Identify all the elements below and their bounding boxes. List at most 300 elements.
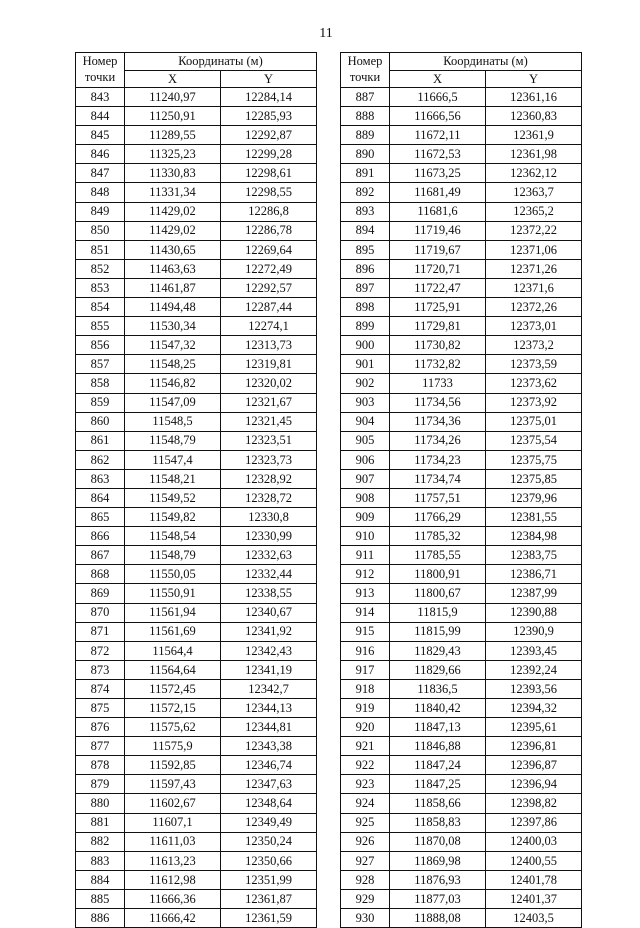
x-coordinate-cell: 11734,36: [390, 412, 486, 431]
point-number-cell: 865: [76, 508, 125, 527]
table-row: [341, 718, 582, 737]
x-coordinate-cell: 11719,67: [390, 240, 486, 259]
table-row: [341, 622, 582, 641]
point-number-cell: 912: [341, 565, 390, 584]
x-coordinate-cell: 11666,36: [125, 889, 221, 908]
point-number-cell: 908: [341, 488, 390, 507]
x-coordinate-cell: 11561,69: [125, 622, 221, 641]
x-coordinate-cell: 11575,9: [125, 737, 221, 756]
y-coordinate-cell: 12363,7: [486, 183, 582, 202]
y-coordinate-cell: 12298,55: [221, 183, 317, 202]
x-coordinate-cell: 11734,23: [390, 450, 486, 469]
y-coordinate-cell: 12371,6: [486, 278, 582, 297]
x-coordinate-cell: 11785,32: [390, 527, 486, 546]
table-row: [341, 775, 582, 794]
table-row: [341, 126, 582, 145]
x-coordinate-cell: 11720,71: [390, 259, 486, 278]
x-coordinate-cell: 11725,91: [390, 298, 486, 317]
point-number-cell: 901: [341, 355, 390, 374]
header-point-line1: Номер: [82, 54, 118, 69]
table-row: [76, 431, 317, 450]
x-coordinate-cell: 11815,9: [390, 603, 486, 622]
point-number-cell: 930: [341, 909, 390, 928]
y-coordinate-cell: 12313,73: [221, 336, 317, 355]
table-row: [76, 202, 317, 221]
x-coordinate-cell: 11876,93: [390, 870, 486, 889]
x-coordinate-cell: 11331,34: [125, 183, 221, 202]
point-number-cell: 910: [341, 527, 390, 546]
x-coordinate-cell: 11564,64: [125, 660, 221, 679]
y-coordinate-cell: 12350,66: [221, 851, 317, 870]
y-coordinate-cell: 12286,8: [221, 202, 317, 221]
point-number-cell: 886: [76, 909, 125, 928]
x-coordinate-cell: 11564,4: [125, 641, 221, 660]
point-number-cell: 914: [341, 603, 390, 622]
point-number-cell: 917: [341, 660, 390, 679]
y-coordinate-cell: 12346,74: [221, 756, 317, 775]
y-coordinate-cell: 12330,8: [221, 508, 317, 527]
point-number-cell: 923: [341, 775, 390, 794]
x-coordinate-cell: 11729,81: [390, 317, 486, 336]
point-number-cell: 904: [341, 412, 390, 431]
point-number-cell: 898: [341, 298, 390, 317]
table-row: [76, 679, 317, 698]
table-row: [341, 603, 582, 622]
table-body-right: [341, 88, 582, 928]
y-coordinate-cell: 12269,64: [221, 240, 317, 259]
table-row: [76, 565, 317, 584]
table-body-left: [76, 88, 317, 928]
point-number-cell: 911: [341, 546, 390, 565]
y-coordinate-cell: 12386,71: [486, 565, 582, 584]
y-coordinate-cell: 12292,87: [221, 126, 317, 145]
table-row: [341, 355, 582, 374]
point-number-cell: 846: [76, 145, 125, 164]
y-coordinate-cell: 12375,01: [486, 412, 582, 431]
table-row: [76, 603, 317, 622]
point-number-cell: 915: [341, 622, 390, 641]
table-row: [341, 527, 582, 546]
table-row: [76, 240, 317, 259]
table-row: [76, 374, 317, 393]
header-point-number: [76, 53, 125, 88]
table-row: [76, 584, 317, 603]
y-coordinate-cell: 12344,81: [221, 718, 317, 737]
table-row: [341, 679, 582, 698]
y-coordinate-cell: 12332,44: [221, 565, 317, 584]
x-coordinate-cell: 11325,23: [125, 145, 221, 164]
x-coordinate-cell: 11869,98: [390, 851, 486, 870]
y-coordinate-cell: 12401,37: [486, 889, 582, 908]
point-number-cell: 895: [341, 240, 390, 259]
table-row: [341, 832, 582, 851]
y-coordinate-cell: 12375,54: [486, 431, 582, 450]
point-number-cell: 892: [341, 183, 390, 202]
table-row: [76, 527, 317, 546]
y-coordinate-cell: 12379,96: [486, 488, 582, 507]
y-coordinate-cell: 12394,32: [486, 699, 582, 718]
table-row: [76, 88, 317, 107]
x-coordinate-cell: 11530,34: [125, 317, 221, 336]
y-coordinate-cell: 12319,81: [221, 355, 317, 374]
y-coordinate-cell: 12328,72: [221, 488, 317, 507]
point-number-cell: 877: [76, 737, 125, 756]
x-coordinate-cell: 11592,85: [125, 756, 221, 775]
y-coordinate-cell: 12387,99: [486, 584, 582, 603]
table-row: [341, 488, 582, 507]
table-row: [341, 851, 582, 870]
y-coordinate-cell: 12323,73: [221, 450, 317, 469]
table-row: [341, 450, 582, 469]
y-coordinate-cell: 12365,2: [486, 202, 582, 221]
table-row: [341, 298, 582, 317]
table-row: [341, 508, 582, 527]
point-number-cell: 873: [76, 660, 125, 679]
y-coordinate-cell: 12373,59: [486, 355, 582, 374]
table-row: [341, 469, 582, 488]
point-number-cell: 902: [341, 374, 390, 393]
table-row: [341, 909, 582, 928]
y-coordinate-cell: 12299,28: [221, 145, 317, 164]
y-coordinate-cell: 12375,85: [486, 469, 582, 488]
point-number-cell: 880: [76, 794, 125, 813]
point-number-cell: 900: [341, 336, 390, 355]
y-coordinate-cell: 12381,55: [486, 508, 582, 527]
point-number-cell: 897: [341, 278, 390, 297]
x-coordinate-cell: 11847,25: [390, 775, 486, 794]
y-coordinate-cell: 12361,98: [486, 145, 582, 164]
x-coordinate-cell: 11672,11: [390, 126, 486, 145]
point-number-cell: 851: [76, 240, 125, 259]
point-number-cell: 928: [341, 870, 390, 889]
table-row: [341, 278, 582, 297]
x-coordinate-cell: 11250,91: [125, 107, 221, 126]
x-coordinate-cell: 11858,66: [390, 794, 486, 813]
x-coordinate-cell: 11561,94: [125, 603, 221, 622]
y-coordinate-cell: 12344,13: [221, 699, 317, 718]
x-coordinate-cell: 11330,83: [125, 164, 221, 183]
table-row: [341, 641, 582, 660]
table-row: [76, 298, 317, 317]
point-number-cell: 929: [341, 889, 390, 908]
y-coordinate-cell: 12341,92: [221, 622, 317, 641]
table-row: [341, 88, 582, 107]
x-coordinate-cell: 11785,55: [390, 546, 486, 565]
x-coordinate-cell: 11847,24: [390, 756, 486, 775]
table-row: [341, 202, 582, 221]
header-point-line2: точки: [349, 70, 381, 84]
y-coordinate-cell: 12287,44: [221, 298, 317, 317]
y-coordinate-cell: 12401,78: [486, 870, 582, 889]
point-number-cell: 906: [341, 450, 390, 469]
y-coordinate-cell: 12398,82: [486, 794, 582, 813]
x-coordinate-cell: 11681,6: [390, 202, 486, 221]
y-coordinate-cell: 12274,1: [221, 317, 317, 336]
table-row: [76, 107, 317, 126]
x-coordinate-cell: 11846,88: [390, 737, 486, 756]
x-coordinate-cell: 11607,1: [125, 813, 221, 832]
x-coordinate-cell: 11429,02: [125, 202, 221, 221]
x-coordinate-cell: 11877,03: [390, 889, 486, 908]
x-coordinate-cell: 11666,56: [390, 107, 486, 126]
header-point-line1: Номер: [347, 54, 383, 69]
point-number-cell: 876: [76, 718, 125, 737]
table-row: [76, 622, 317, 641]
x-coordinate-cell: 11597,43: [125, 775, 221, 794]
point-number-cell: 860: [76, 412, 125, 431]
x-coordinate-cell: 11840,42: [390, 699, 486, 718]
y-coordinate-cell: 12328,92: [221, 469, 317, 488]
y-coordinate-cell: 12351,99: [221, 870, 317, 889]
point-number-cell: 903: [341, 393, 390, 412]
x-coordinate-cell: 11548,25: [125, 355, 221, 374]
point-number-cell: 850: [76, 221, 125, 240]
point-number-cell: 888: [341, 107, 390, 126]
table-row: [76, 336, 317, 355]
x-coordinate-cell: 11757,51: [390, 488, 486, 507]
table-row: [341, 393, 582, 412]
table-row: [341, 584, 582, 603]
point-number-cell: 879: [76, 775, 125, 794]
x-coordinate-cell: 11602,67: [125, 794, 221, 813]
y-coordinate-cell: 12321,67: [221, 393, 317, 412]
y-coordinate-cell: 12371,06: [486, 240, 582, 259]
y-coordinate-cell: 12373,2: [486, 336, 582, 355]
y-coordinate-cell: 12285,93: [221, 107, 317, 126]
y-coordinate-cell: 12383,75: [486, 546, 582, 565]
y-coordinate-cell: 12371,26: [486, 259, 582, 278]
y-coordinate-cell: 12396,81: [486, 737, 582, 756]
point-number-cell: 863: [76, 469, 125, 488]
table-row: [341, 889, 582, 908]
point-number-cell: 849: [76, 202, 125, 221]
table-row: [76, 126, 317, 145]
header-y: Y: [486, 71, 582, 88]
point-number-cell: 854: [76, 298, 125, 317]
y-coordinate-cell: 12373,62: [486, 374, 582, 393]
table-row: [76, 317, 317, 336]
x-coordinate-cell: 11829,43: [390, 641, 486, 660]
x-coordinate-cell: 11829,66: [390, 660, 486, 679]
point-number-cell: 884: [76, 870, 125, 889]
header-coordinates: Координаты (м): [390, 53, 582, 71]
point-number-cell: 924: [341, 794, 390, 813]
y-coordinate-cell: 12332,63: [221, 546, 317, 565]
x-coordinate-cell: 11550,05: [125, 565, 221, 584]
y-coordinate-cell: 12361,59: [221, 909, 317, 928]
table-row: [76, 355, 317, 374]
y-coordinate-cell: 12340,67: [221, 603, 317, 622]
table-row: [341, 259, 582, 278]
table-row: [76, 393, 317, 412]
table-row: [76, 488, 317, 507]
table-row: [76, 699, 317, 718]
table-row: [76, 794, 317, 813]
point-number-cell: 852: [76, 259, 125, 278]
header-x: X: [390, 71, 486, 88]
y-coordinate-cell: 12330,99: [221, 527, 317, 546]
point-number-cell: 875: [76, 699, 125, 718]
x-coordinate-cell: 11870,08: [390, 832, 486, 851]
table-row: [76, 412, 317, 431]
point-number-cell: 922: [341, 756, 390, 775]
x-coordinate-cell: 11548,54: [125, 527, 221, 546]
point-number-cell: 866: [76, 527, 125, 546]
table-row: [341, 374, 582, 393]
table-row: [76, 278, 317, 297]
point-number-cell: 856: [76, 336, 125, 355]
x-coordinate-cell: 11546,82: [125, 374, 221, 393]
table-row: [341, 699, 582, 718]
y-coordinate-cell: 12348,64: [221, 794, 317, 813]
point-number-cell: 925: [341, 813, 390, 832]
y-coordinate-cell: 12373,92: [486, 393, 582, 412]
x-coordinate-cell: 11548,79: [125, 431, 221, 450]
table-row: [76, 450, 317, 469]
point-number-cell: 905: [341, 431, 390, 450]
point-number-cell: 853: [76, 278, 125, 297]
x-coordinate-cell: 11572,15: [125, 699, 221, 718]
table-row: [341, 145, 582, 164]
x-coordinate-cell: 11430,65: [125, 240, 221, 259]
table-row: [341, 794, 582, 813]
y-coordinate-cell: 12350,24: [221, 832, 317, 851]
y-coordinate-cell: 12349,49: [221, 813, 317, 832]
y-coordinate-cell: 12323,51: [221, 431, 317, 450]
table-row: [341, 107, 582, 126]
point-number-cell: 919: [341, 699, 390, 718]
point-number-cell: 862: [76, 450, 125, 469]
point-number-cell: 907: [341, 469, 390, 488]
table-row: [341, 221, 582, 240]
y-coordinate-cell: 12343,38: [221, 737, 317, 756]
point-number-cell: 920: [341, 718, 390, 737]
y-coordinate-cell: 12400,55: [486, 851, 582, 870]
y-coordinate-cell: 12292,57: [221, 278, 317, 297]
point-number-cell: 916: [341, 641, 390, 660]
table-row: [76, 221, 317, 240]
x-coordinate-cell: 11548,5: [125, 412, 221, 431]
table-row: [76, 889, 317, 908]
table-row: [341, 660, 582, 679]
page-number: 11: [319, 26, 333, 41]
table-row: [76, 832, 317, 851]
table-row: [341, 431, 582, 450]
table-row: [341, 412, 582, 431]
x-coordinate-cell: 11722,47: [390, 278, 486, 297]
table-row: [76, 851, 317, 870]
x-coordinate-cell: 11800,67: [390, 584, 486, 603]
x-coordinate-cell: 11734,26: [390, 431, 486, 450]
header-point-line2: точки: [84, 70, 116, 84]
point-number-cell: 899: [341, 317, 390, 336]
y-coordinate-cell: 12342,7: [221, 679, 317, 698]
y-coordinate-cell: 12400,03: [486, 832, 582, 851]
point-number-cell: 889: [341, 126, 390, 145]
x-coordinate-cell: 11461,87: [125, 278, 221, 297]
y-coordinate-cell: 12396,87: [486, 756, 582, 775]
point-number-cell: 872: [76, 641, 125, 660]
x-coordinate-cell: 11766,29: [390, 508, 486, 527]
coordinates-table-right: [340, 52, 582, 928]
point-number-cell: 874: [76, 679, 125, 698]
table-row: [341, 336, 582, 355]
point-number-cell: 858: [76, 374, 125, 393]
table-row: [341, 737, 582, 756]
y-coordinate-cell: 12396,94: [486, 775, 582, 794]
y-coordinate-cell: 12360,83: [486, 107, 582, 126]
table-row: [76, 775, 317, 794]
x-coordinate-cell: 11429,02: [125, 221, 221, 240]
point-number-cell: 843: [76, 88, 125, 107]
table-row: [341, 565, 582, 584]
point-number-cell: 921: [341, 737, 390, 756]
x-coordinate-cell: 11575,62: [125, 718, 221, 737]
x-coordinate-cell: 11612,98: [125, 870, 221, 889]
point-number-cell: 909: [341, 508, 390, 527]
point-number-cell: 894: [341, 221, 390, 240]
coordinates-table-left: [75, 52, 317, 928]
y-coordinate-cell: 12272,49: [221, 259, 317, 278]
point-number-cell: 869: [76, 584, 125, 603]
y-coordinate-cell: 12361,9: [486, 126, 582, 145]
y-coordinate-cell: 12286,78: [221, 221, 317, 240]
point-number-cell: 887: [341, 88, 390, 107]
point-number-cell: 913: [341, 584, 390, 603]
point-number-cell: 868: [76, 565, 125, 584]
table-row: [76, 737, 317, 756]
y-coordinate-cell: 12284,14: [221, 88, 317, 107]
y-coordinate-cell: 12395,61: [486, 718, 582, 737]
table-row: [76, 641, 317, 660]
point-number-cell: 864: [76, 488, 125, 507]
table-row: [76, 546, 317, 565]
table-row: [76, 508, 317, 527]
header-y: Y: [221, 71, 317, 88]
table-row: [341, 870, 582, 889]
x-coordinate-cell: 11666,42: [125, 909, 221, 928]
x-coordinate-cell: 11815,99: [390, 622, 486, 641]
y-coordinate-cell: 12392,24: [486, 660, 582, 679]
x-coordinate-cell: 11734,74: [390, 469, 486, 488]
y-coordinate-cell: 12403,5: [486, 909, 582, 928]
x-coordinate-cell: 11666,5: [390, 88, 486, 107]
x-coordinate-cell: 11681,49: [390, 183, 486, 202]
x-coordinate-cell: 11550,91: [125, 584, 221, 603]
point-number-cell: 859: [76, 393, 125, 412]
table-row: [76, 164, 317, 183]
x-coordinate-cell: 11463,63: [125, 259, 221, 278]
x-coordinate-cell: 11240,97: [125, 88, 221, 107]
point-number-cell: 861: [76, 431, 125, 450]
point-number-cell: 893: [341, 202, 390, 221]
table-row: [76, 145, 317, 164]
point-number-cell: 885: [76, 889, 125, 908]
table-row: [341, 546, 582, 565]
table-row: [341, 183, 582, 202]
point-number-cell: 890: [341, 145, 390, 164]
y-coordinate-cell: 12372,26: [486, 298, 582, 317]
table-row: [76, 718, 317, 737]
table-row: [341, 164, 582, 183]
table-row: [76, 469, 317, 488]
y-coordinate-cell: 12393,45: [486, 641, 582, 660]
x-coordinate-cell: 11888,08: [390, 909, 486, 928]
y-coordinate-cell: 12361,16: [486, 88, 582, 107]
table-row: [76, 183, 317, 202]
point-number-cell: 926: [341, 832, 390, 851]
y-coordinate-cell: 12390,88: [486, 603, 582, 622]
